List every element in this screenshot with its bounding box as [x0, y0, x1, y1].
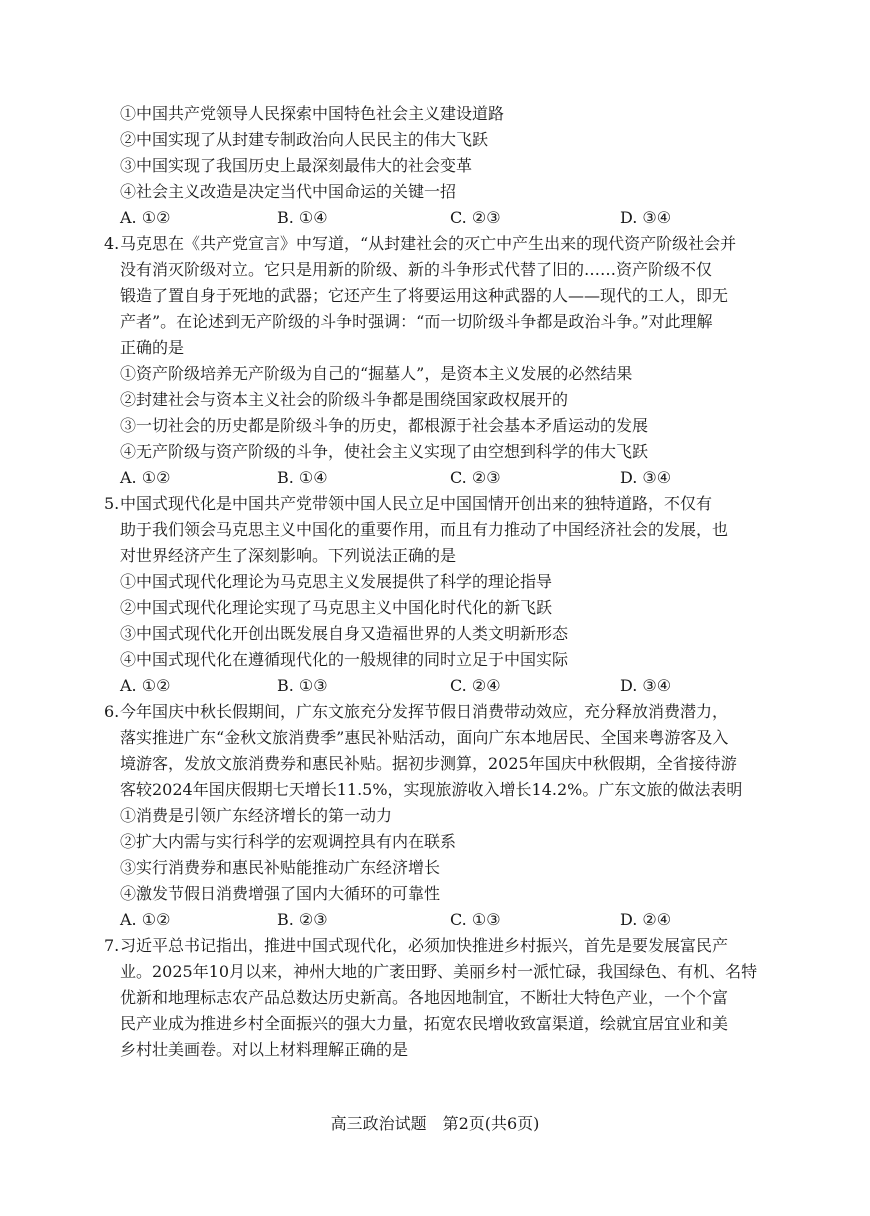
statement-option-text: ③中国式现代化开创出既发展自身又造福世界的人类文明新形态 — [120, 624, 569, 643]
question-stem-line — [0, 725, 870, 751]
statement-option — [0, 413, 870, 439]
footer-page-number: 第2页(共6页) — [442, 1114, 540, 1133]
answer-choice[interactable]: D. ③④ — [620, 468, 672, 487]
statement-option-text: ④无产阶级与资产阶级的斗争，使社会主义实现了由空想到科学的伟大飞跃 — [120, 442, 649, 461]
question-stem-line — [0, 231, 870, 257]
question-stem-line-text: 习近平总书记指出，推进中国式现代化，必须加快推进乡村振兴，首先是要发展富民产 — [120, 936, 729, 955]
question-stem-line-text: 正确的是 — [120, 338, 185, 357]
statement-option-text: ①资产阶级培养无产阶级为自己的“掘墓人”，是资本主义发展的必然结果 — [120, 364, 633, 383]
statement-option — [0, 829, 870, 855]
statement-option — [0, 803, 870, 829]
question-stem-line — [0, 985, 870, 1011]
statement-option-text: ②封建社会与资本主义社会的阶级斗争都是围绕国家政权展开的 — [120, 390, 569, 409]
answer-choices — [0, 673, 870, 699]
answer-choice[interactable]: C. ②④ — [450, 676, 501, 695]
question-stem-line — [0, 283, 870, 309]
statement-option — [0, 855, 870, 881]
statement-option — [0, 153, 870, 179]
question-stem-line-text: 锻造了置自身于死地的武器；它还产生了将要运用这种武器的人——现代的工人，即无 — [120, 286, 729, 305]
statement-option — [0, 881, 870, 907]
answer-choice[interactable]: D. ③④ — [620, 676, 672, 695]
question-stem-line-text: 马克思在《共产党宣言》中写道，“从封建社会的灭亡中产生出来的现代资产阶级社会并 — [120, 234, 737, 253]
question-stem-line-text: 业。2025年10月以来，神州大地的广袤田野、美丽乡村一派忙碌，我国绿色、有机、名特 — [120, 962, 758, 981]
question-number: 6. — [104, 702, 120, 721]
statement-option-text: ②中国实现了从封建专制政治向人民民主的伟大飞跃 — [120, 130, 489, 149]
statement-option-text: ④激发节假日消费增强了国内大循环的可靠性 — [120, 884, 441, 903]
question-number: 5. — [104, 494, 120, 513]
answer-choice[interactable]: D. ②④ — [620, 910, 672, 929]
statement-option — [0, 179, 870, 205]
statement-option — [0, 127, 870, 153]
statement-option — [0, 439, 870, 465]
question-stem-line — [0, 933, 870, 959]
question-stem-line — [0, 491, 870, 517]
question-stem-line — [0, 751, 870, 777]
question-stem-line-text: 客较2024年国庆假期七天增长11.5%，实现旅游收入增长14.2%。广东文旅的做法表明 — [120, 780, 743, 799]
answer-choice[interactable]: B. ①③ — [277, 676, 328, 695]
statement-option — [0, 101, 870, 127]
answer-choice[interactable]: B. ①④ — [277, 208, 328, 227]
question-stem-line-text: 助于我们领会马克思主义中国化的重要作用，而且有力推动了中国经济社会的发展，也 — [120, 520, 729, 539]
question-stem-line-text: 对世界经济产生了深刻影响。下列说法正确的是 — [120, 546, 457, 565]
statement-option-text: ④中国式现代化在遵循现代化的一般规律的同时立足于中国实际 — [120, 650, 569, 669]
answer-choice[interactable]: B. ②③ — [277, 910, 328, 929]
answer-choices — [0, 907, 870, 933]
question-content — [0, 101, 870, 1063]
question-stem-line-text: 产者”。在论述到无产阶级的斗争时强调：“而一切阶级斗争都是政治斗争。”对此理解 — [120, 312, 713, 331]
answer-choice[interactable]: A. ①② — [120, 208, 171, 227]
answer-choices — [0, 465, 870, 491]
footer-title: 高三政治试题 — [330, 1114, 427, 1133]
question-stem-line — [0, 335, 870, 361]
question-number: 7. — [104, 936, 120, 955]
question-stem-line-text: 落实推进广东“金秋文旅消费季”惠民补贴活动，面向广东本地居民、全国来粤游客及入 — [120, 728, 729, 747]
statement-option-text: ③实行消费券和惠民补贴能推动广东经济增长 — [120, 858, 441, 877]
answer-choice[interactable]: A. ①② — [120, 676, 171, 695]
question-stem-line — [0, 1037, 870, 1063]
question-stem-line — [0, 309, 870, 335]
question-stem-line — [0, 1011, 870, 1037]
question-stem-line-text: 民产业成为推进乡村全面振兴的强大力量，拓宽农民增收致富渠道，绘就宜居宜业和美 — [120, 1014, 729, 1033]
answer-choice[interactable]: A. ①② — [120, 468, 171, 487]
question-stem-line — [0, 699, 870, 725]
question-stem-line-text: 乡村壮美画卷。对以上材料理解正确的是 — [120, 1040, 409, 1059]
statement-option — [0, 621, 870, 647]
answer-choice[interactable]: C. ②③ — [450, 468, 501, 487]
question-stem-line-text: 境游客，发放文旅消费券和惠民补贴。据初步测算，2025年国庆中秋假期，全省接待游 — [120, 754, 737, 773]
question-stem-line-text: 优新和地理标志农产品总数达历史新高。各地因地制宜，不断壮大特色产业，一个个富 — [120, 988, 729, 1007]
statement-option-text: ②扩大内需与实行科学的宏观调控具有内在联系 — [120, 832, 457, 851]
statement-option — [0, 387, 870, 413]
question-stem-line — [0, 257, 870, 283]
question-stem-line — [0, 517, 870, 543]
answer-choices — [0, 205, 870, 231]
statement-option-text: ①中国式现代化理论为马克思主义发展提供了科学的理论指导 — [120, 572, 553, 591]
question-stem-line-text: 今年国庆中秋长假期间，广东文旅充分发挥节假日消费带动效应，充分释放消费潜力， — [120, 702, 729, 721]
page-footer — [0, 1111, 870, 1137]
statement-option-text: ①消费是引领广东经济增长的第一动力 — [120, 806, 393, 825]
statement-option — [0, 361, 870, 387]
question-stem-line — [0, 959, 870, 985]
statement-option — [0, 569, 870, 595]
answer-choice[interactable]: A. ①② — [120, 910, 171, 929]
answer-choice[interactable]: C. ②③ — [450, 208, 501, 227]
statement-option-text: ④社会主义改造是决定当代中国命运的关键一招 — [120, 182, 457, 201]
question-stem-line — [0, 543, 870, 569]
statement-option-text: ②中国式现代化理论实现了马克思主义中国化时代化的新飞跃 — [120, 598, 553, 617]
statement-option-text: ③一切社会的历史都是阶级斗争的历史，都根源于社会基本矛盾运动的发展 — [120, 416, 649, 435]
question-stem-line — [0, 777, 870, 803]
answer-choice[interactable]: D. ③④ — [620, 208, 672, 227]
statement-option-text: ③中国实现了我国历史上最深刻最伟大的社会变革 — [120, 156, 473, 175]
statement-option-text: ①中国共产党领导人民探索中国特色社会主义建设道路 — [120, 104, 505, 123]
answer-choice[interactable]: B. ①④ — [277, 468, 328, 487]
question-number: 4. — [104, 234, 120, 253]
statement-option — [0, 647, 870, 673]
question-stem-line-text: 没有消灭阶级对立。它只是用新的阶级、新的斗争形式代替了旧的……资产阶级不仅 — [120, 260, 713, 279]
statement-option — [0, 595, 870, 621]
question-stem-line-text: 中国式现代化是中国共产党带领中国人民立足中国国情开创出来的独特道路，不仅有 — [120, 494, 713, 513]
answer-choice[interactable]: C. ①③ — [450, 910, 501, 929]
